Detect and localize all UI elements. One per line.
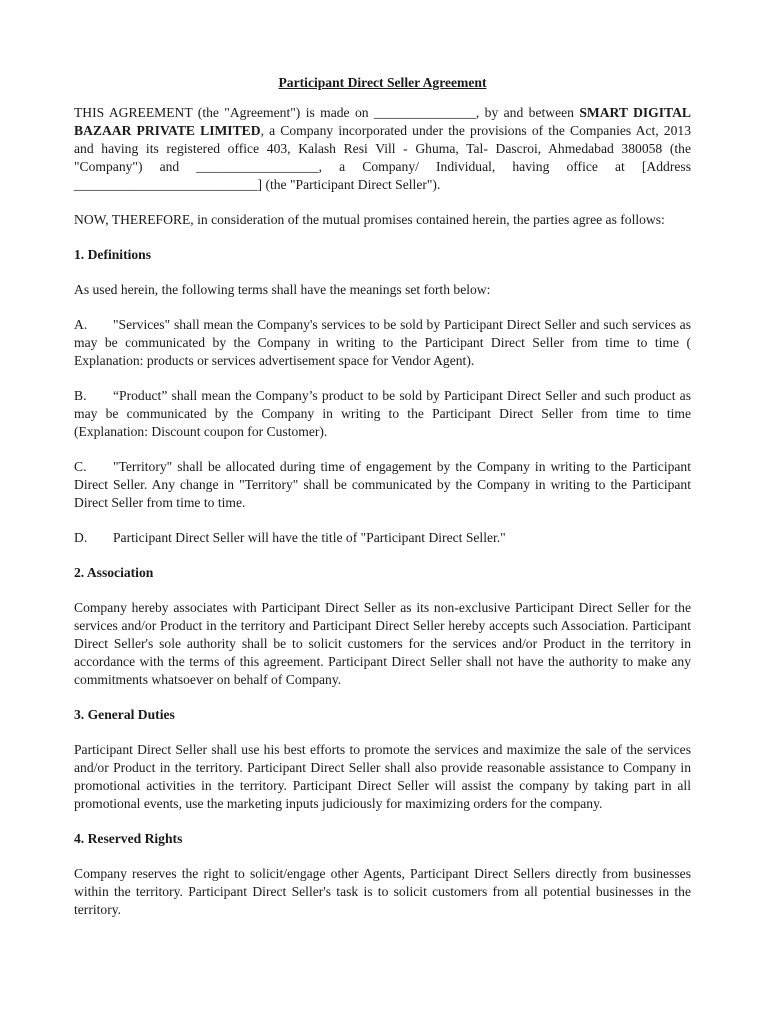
- section-text-definitions: As used herein, the following terms shall have the meanings set forth below:: [74, 282, 491, 297]
- definition-letter: C.: [74, 459, 87, 474]
- definition-item: [74, 316, 691, 370]
- section-heading-definitions: 1. Definitions: [74, 247, 152, 262]
- section-heading-general-duties: 3. General Duties: [74, 707, 175, 722]
- section-text-reserved-rights: Company reserves the right to solicit/engage other Agents, Participant Direct Sellers directly from businesses within the territory. Participant Direct Seller's task is to solicit customers from all potential businesses in the territory.: [74, 866, 691, 917]
- whereas-paragraph: NOW, THEREFORE, in consideration of the mutual promises contained herein, the parties agree as follows:: [74, 212, 665, 227]
- section-heading-association: 2. Association: [74, 565, 154, 580]
- definition-text: "Territory" shall be allocated during time of engagement by the Company in writing to the Participant Direct Seller. Any change in "Territory" shall be communicated by the Company in writing to the Participant Direct Seller from time to time.: [74, 459, 691, 510]
- definition-letter: A.: [74, 317, 88, 332]
- definition-text: “Product” shall mean the Company’s product to be sold by Participant Direct Seller and such product as may be communicated by the Company in writing to the Participant Direct Seller from time to time (Explanation: Discount coupon for Customer).: [74, 388, 691, 439]
- definition-item: [74, 387, 691, 441]
- document-content: [74, 74, 691, 919]
- definition-text: "Services" shall mean the Company's services to be sold by Participant Direct Seller and such services as may be communicated by the Company in writing to the Participant Direct Seller from time to time ( Explanation: products or services advertisement space for Vendor Agent).: [74, 317, 691, 368]
- section-heading-reserved-rights: 4. Reserved Rights: [74, 831, 183, 846]
- document-title: Participant Direct Seller Agreement: [278, 75, 487, 90]
- definition-letter: D.: [74, 530, 88, 545]
- section-text-general-duties: Participant Direct Seller shall use his best efforts to promote the services and maximize the sale of the services and/or Product in the territory. Participant Direct Seller shall also provide reasonable assistance to Company in promotional activities in the territory. Participant Direct Seller will assist the company by taking part in all promotional events, use the marketing inputs judiciously for maximizing orders for the company.: [74, 742, 691, 811]
- definition-text: Participant Direct Seller will have the title of "Participant Direct Seller.": [113, 530, 506, 545]
- intro-part-1: THIS AGREEMENT (the "Agreement") is made on _______________, by and between: [74, 105, 580, 120]
- intro-paragraph: [74, 104, 691, 194]
- intro-part-2: , a Company incorporated under the provisions of the Companies Act, 2013 and having its registered office 403, Kalash Resi Vill - Ghuma, Tal- Dascroi, Ahmedabad 380058 (the "Company") and __________________, a Company/ Individual, having office at [Address ___________________________] (the "Participant Direct Seller").: [74, 123, 691, 192]
- definition-item: [74, 458, 691, 512]
- section-text-association: Company hereby associates with Participant Direct Seller as its non-exclusive Participant Direct Seller for the services and/or Product in the territory and Participant Direct Seller hereby accepts such Association. Participant Direct Seller's sole authority shall be to solicit customers for the services and/or Product in the territory in accordance with the terms of this agreement. Participant Direct Seller shall not have the authority to make any commitments whatsoever on behalf of Company.: [74, 600, 691, 687]
- definition-letter: B.: [74, 388, 87, 403]
- definition-item: [74, 529, 691, 547]
- company-name: SMART DIGITAL BAZAAR PRIVATE LIMITED: [74, 105, 691, 138]
